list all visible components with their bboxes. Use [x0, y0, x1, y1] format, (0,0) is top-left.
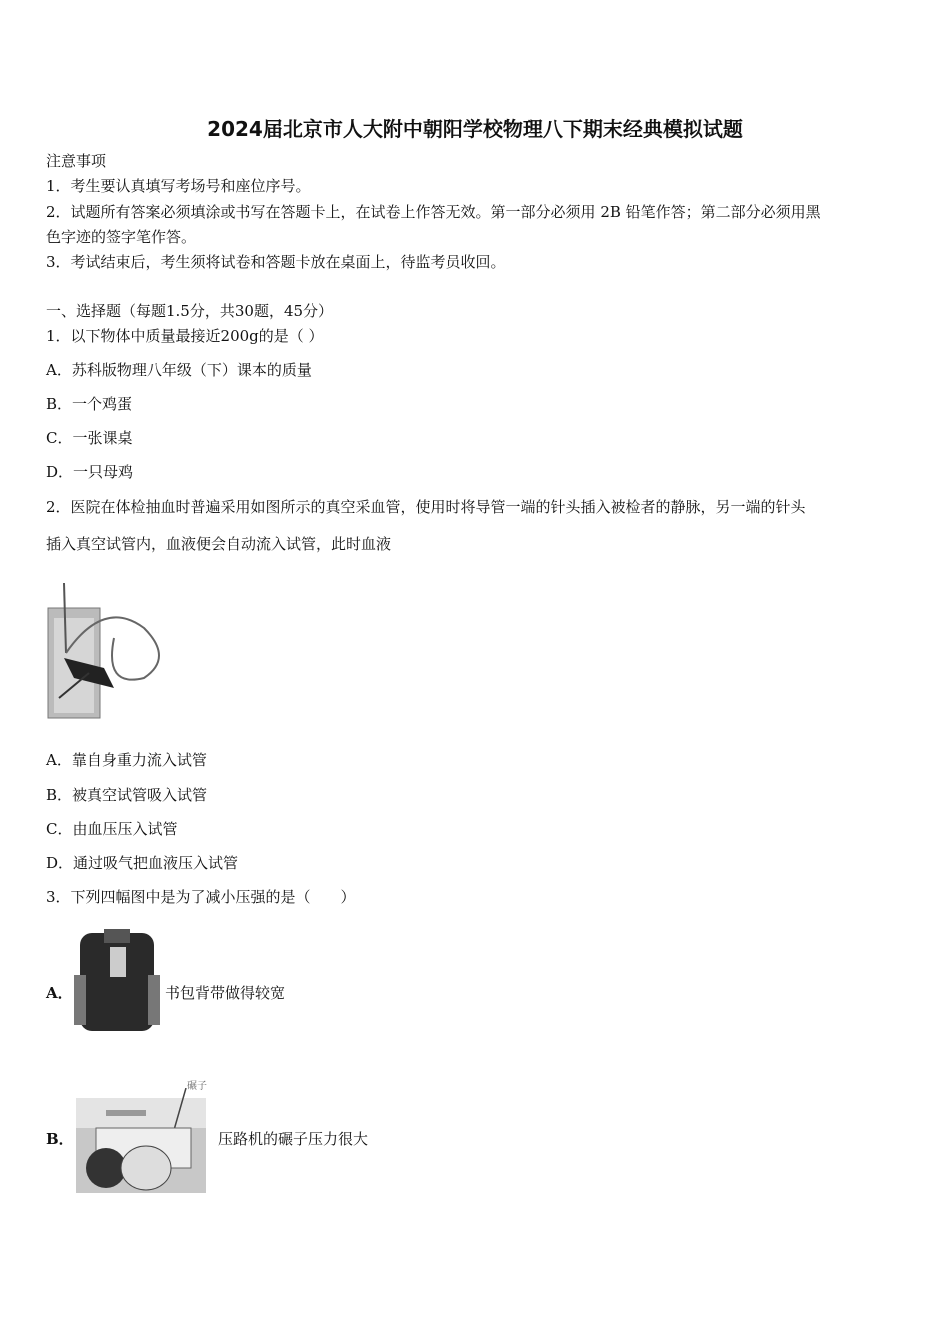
option-a: A．靠自身重力流入试管	[46, 751, 207, 769]
question-2: 2．医院在体检抽血时普遍采用如图所示的真空采血管，使用时将导管一端的针头插入被检者的静脉，另一端的针头	[46, 498, 806, 516]
page-title: 2024届北京市人大附中朝阳学校物理八下期末经典模拟试题	[207, 117, 743, 141]
backpack-image	[74, 925, 160, 1037]
section-heading: 一、选择题（每题1.5分，共30题，45分）	[46, 302, 334, 320]
option-b-label: B．	[46, 1130, 74, 1148]
notice-item: 2．试题所有答案必须填涂或书写在答题卡上，在试卷上作答无效。第一部分必须用 2B 铅笔作答；第二部分必须用黑	[46, 203, 821, 221]
roller-caption: 碾子	[187, 1081, 207, 1092]
road-roller-image	[76, 1088, 208, 1194]
question-2-cont: 插入真空试管内，血液便会自动流入试管，此时血液	[46, 535, 392, 553]
option-a: A．苏科版物理八年级（下）课本的质量	[46, 361, 312, 379]
option-d: D．通过吸气把血液压入试管	[46, 854, 239, 872]
option-a-label: A．	[46, 984, 73, 1002]
option-d: D．一只母鸡	[46, 463, 134, 481]
option-b-text: 压路机的碾子压力很大	[218, 1130, 369, 1148]
notice-item: 色字迹的签字笔作答。	[46, 228, 197, 246]
option-b: B．一个鸡蛋	[46, 395, 133, 413]
option-b: B．被真空试管吸入试管	[46, 786, 208, 804]
question-3: 3．下列四幅图中是为了减小压强的是（ ）	[46, 888, 356, 906]
notice-item: 1．考生要认真填写考场号和座位序号。	[46, 177, 311, 195]
option-a-text: 书包背带做得较宽	[165, 984, 286, 1002]
option-c: C．由血压压入试管	[46, 820, 178, 838]
notice-heading: 注意事项	[46, 152, 107, 170]
question-1: 1．以下物体中质量最接近200g的是（ ）	[46, 327, 324, 345]
notice-item: 3．考试结束后，考生须将试卷和答题卡放在桌面上，待监考员收回。	[46, 253, 506, 271]
blood-collection-tube-image	[44, 578, 170, 723]
option-c: C．一张课桌	[46, 429, 133, 447]
